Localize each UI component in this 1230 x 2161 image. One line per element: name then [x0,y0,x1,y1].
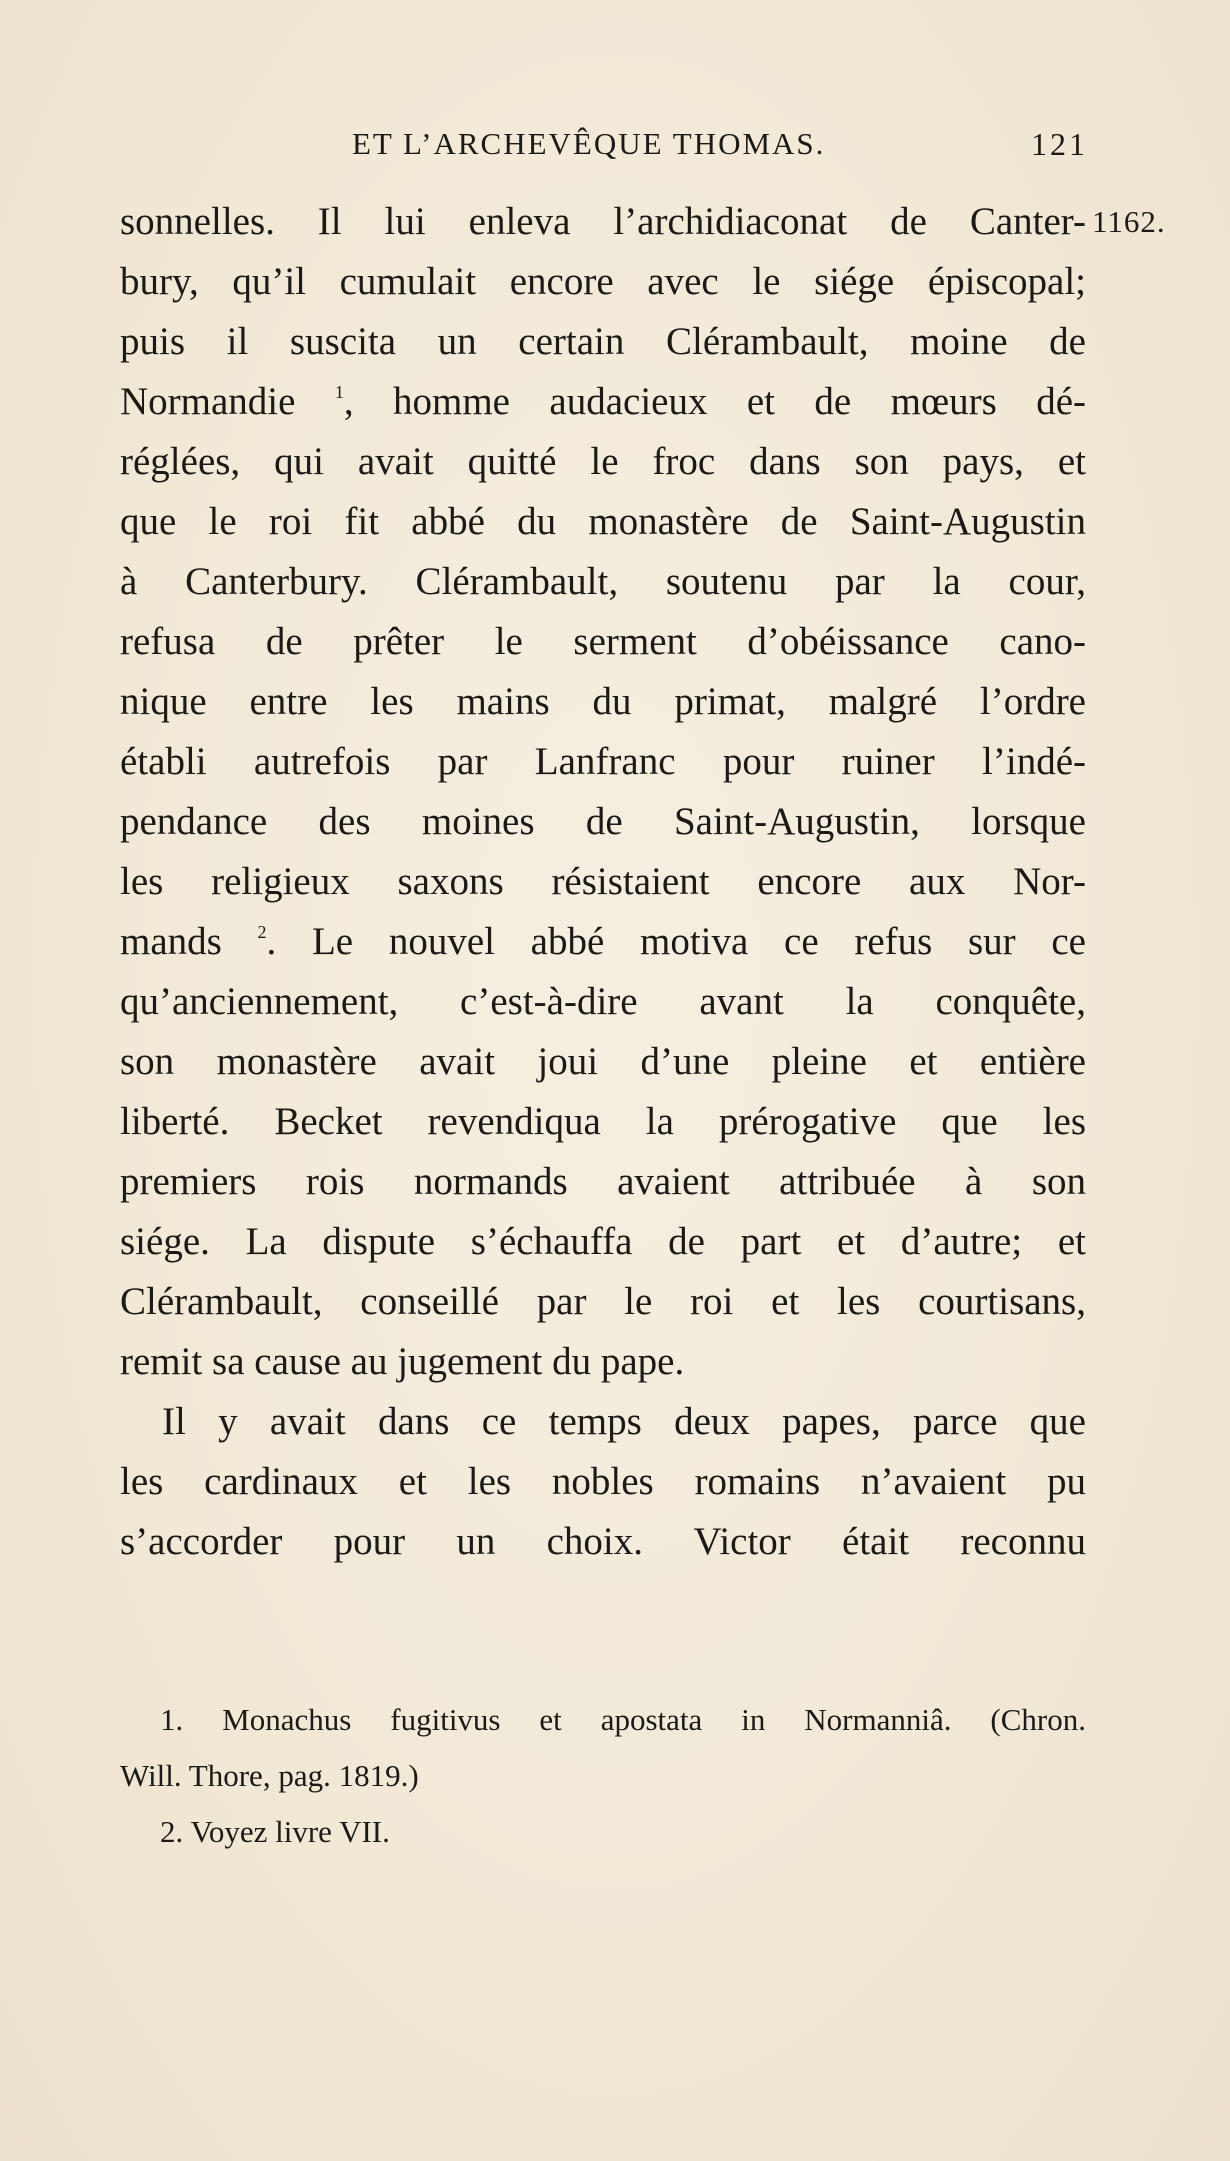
text-line: puis il suscita un certain Clérambault, moine de [120,320,1086,363]
text-line: remit sa cause au jugement du pape. [120,1340,685,1383]
text-line: premiers rois normands avaient attribuée à son [120,1160,1086,1203]
text-segment: . Le nouvel abbé motiva ce refus sur ce [266,920,1086,963]
text-line: bury, qu’il cumulait encore avec le siége épiscopal; [120,260,1086,303]
text-line: sonnelles. Il lui enleva l’archidiaconat de Canter- [120,200,1086,243]
body-text [120,192,1086,1572]
text-line: Clérambault, conseillé par le roi et les courtisans, [120,1280,1086,1323]
text-line: son monastère avait joui d’une pleine et entière [120,1040,1086,1083]
text-line: Il y avait dans ce temps deux papes, parce que [162,1400,1086,1443]
footnote-1: 1. Monachus fugitivus et apostata in Normanniâ. (Chron. [160,1702,1086,1737]
text-line [120,912,1086,972]
text-line: qu’anciennement, c’est-à-dire avant la conquête, [120,980,1086,1023]
footnote-ref-1: 1 [334,382,344,402]
margin-year-note: 1162. [1092,204,1166,239]
text-line: refusa de prêter le serment d’obéissance cano- [120,620,1086,663]
page-header [120,126,1088,166]
text-line: nique entre les mains du primat, malgré l’ordre [120,680,1086,723]
text-segment: mands [120,920,258,963]
text-line: les cardinaux et les nobles romains n’avaient pu [120,1460,1086,1503]
footnotes [120,1692,1086,1860]
footnote-2: 2. Voyez livre VII. [160,1814,390,1849]
text-line: à Canterbury. Clérambault, soutenu par la cour, [120,560,1086,603]
footnote-ref-2: 2 [257,922,267,942]
text-line: que le roi fit abbé du monastère de Saint-Augustin [120,500,1086,543]
text-line: les religieux saxons résistaient encore aux Nor- [120,860,1086,903]
text-segment: , homme audacieux et de mœurs dé- [343,380,1086,423]
text-line: s’accorder pour un choix. Victor était reconnu [120,1520,1086,1563]
text-line: établi autrefois par Lanfranc pour ruiner l’indé- [120,740,1086,783]
footnote-1-continued: Will. Thore, pag. 1819.) [120,1758,419,1793]
text-line: liberté. Becket revendiqua la prérogative que les [120,1100,1086,1143]
text-line: réglées, qui avait quitté le froc dans son pays, et [120,440,1086,483]
page-number: 121 [1031,126,1088,162]
text-line: pendance des moines de Saint-Augustin, lorsque [120,800,1086,843]
text-line: siége. La dispute s’échauffa de part et d’autre; et [120,1220,1086,1263]
running-title: ET L’ARCHEVÊQUE THOMAS. [352,126,826,161]
text-line [120,372,1086,432]
text-segment: Normandie [120,380,335,423]
